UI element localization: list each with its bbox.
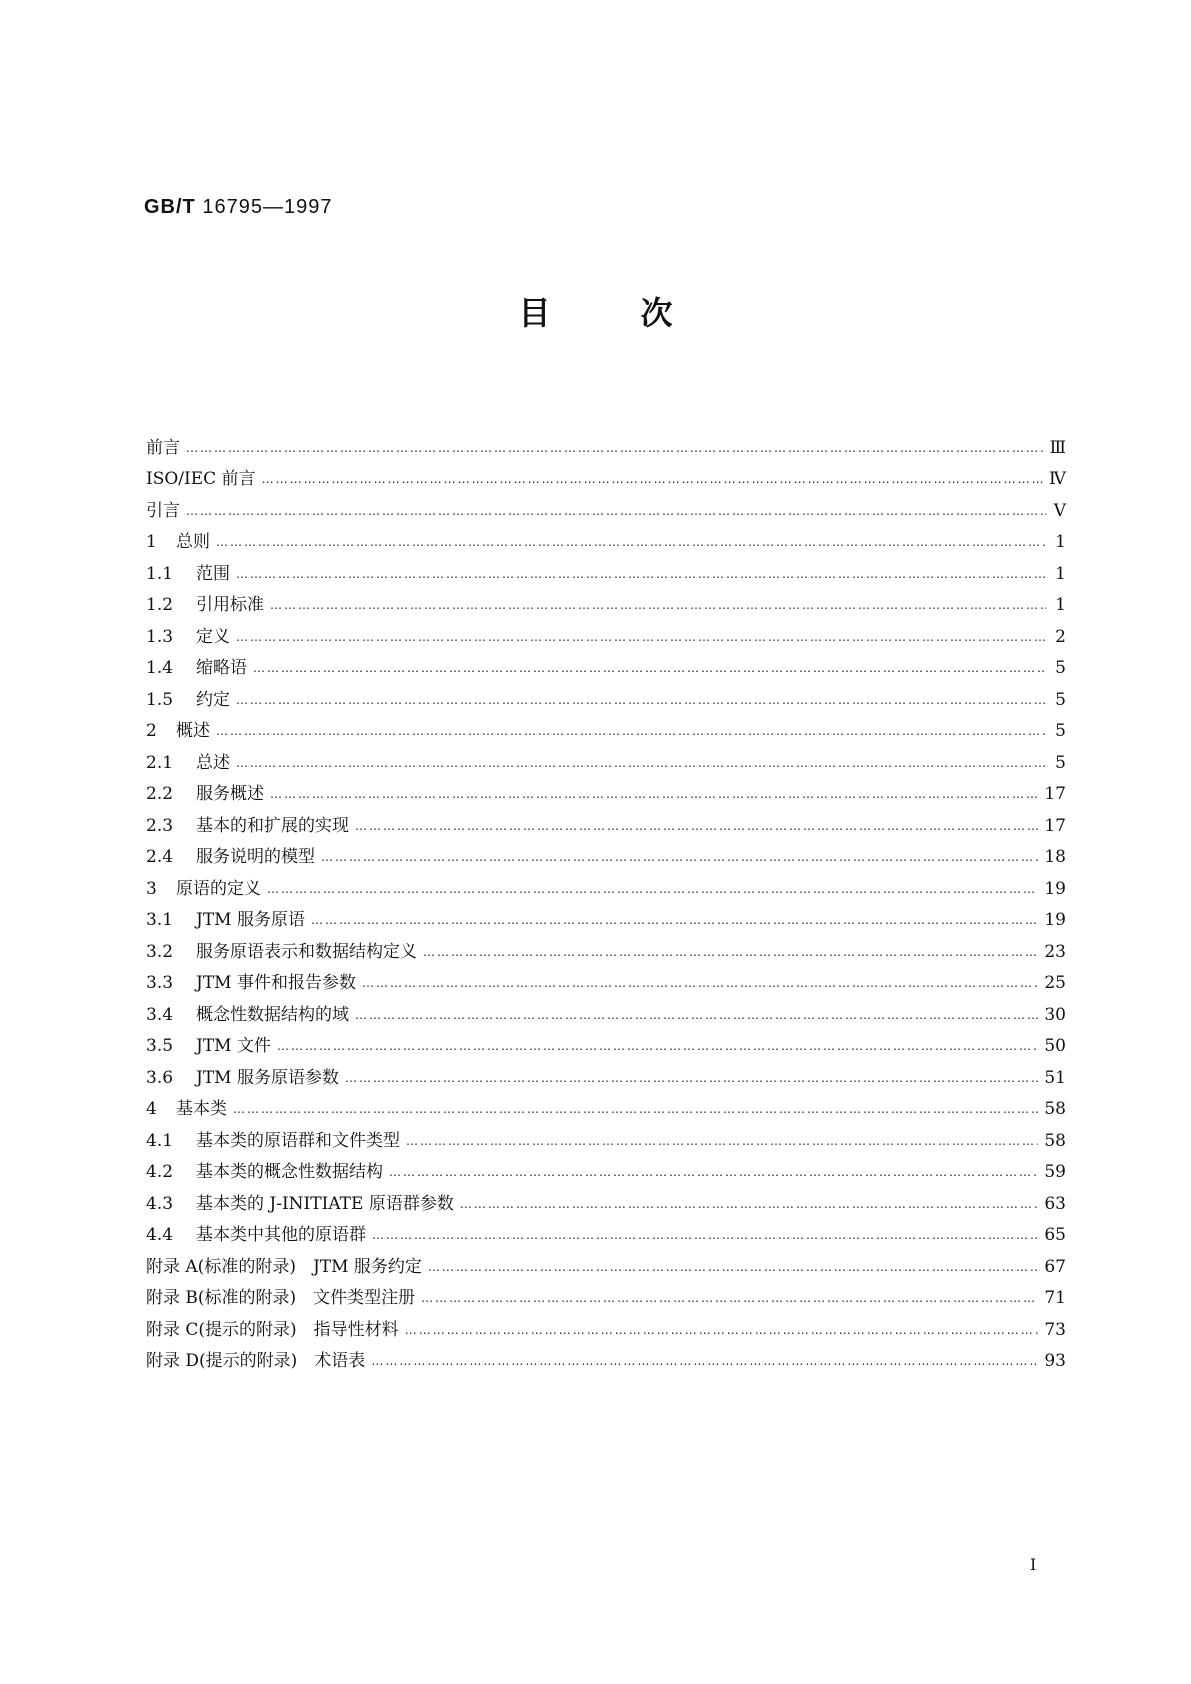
toc-entry[interactable] [146,999,1066,1031]
toc-entry[interactable] [146,1346,1066,1378]
toc-entry-number: 1.1 [146,563,174,584]
toc-entry-label: 基本类的原语群和文件类型 [196,1130,400,1151]
toc-entry-label: 引言 [146,500,180,521]
toc-entry-number: 1.2 [146,595,174,616]
toc-leader-dots [270,784,1038,804]
toc-entry-page: 5 [1055,752,1066,773]
toc-leader-dots [216,721,1046,741]
toc-entry[interactable] [146,495,1066,527]
toc-entry-page: 58 [1044,1099,1066,1120]
toc-entry[interactable] [146,716,1066,748]
toc-entry[interactable] [146,1094,1066,1126]
toc-entry-number: 1.5 [146,689,174,710]
toc-leader-dots [236,690,1046,710]
toc-entry-page: 93 [1044,1351,1066,1372]
toc-entry-number: 1.3 [146,626,174,647]
toc-entry-page: 30 [1044,1004,1066,1025]
toc-leader-dots [321,847,1038,867]
toc-entry[interactable] [146,653,1066,685]
toc-leader-dots [355,816,1038,836]
toc-leader-dots [236,753,1046,773]
toc-entry-label: ISO/IEC 前言 [146,469,256,490]
page-title [0,288,1191,334]
toc-leader-dots [371,1351,1038,1371]
toc-entry-label: 概述 [176,721,210,742]
toc-leader-dots [372,1225,1038,1245]
table-of-contents [146,432,1066,1377]
toc-entry-number: 4 [146,1099,157,1120]
toc-entry[interactable] [146,1220,1066,1252]
standard-number: 16795—1997 [202,196,333,218]
toc-entry-page: 23 [1044,941,1066,962]
toc-entry-label: 范围 [196,563,230,584]
toc-leader-dots [460,1194,1039,1214]
toc-entry-label: 附录 C(提示的附录) 指导性材料 [146,1319,399,1340]
toc-entry-page: Ⅳ [1049,469,1066,490]
toc-entry-number: 1.4 [146,658,174,679]
toc-entry[interactable] [146,558,1066,590]
toc-entry-page: 17 [1044,784,1066,805]
toc-entry-label: 约定 [196,689,230,710]
toc-entry-label: 服务原语表示和数据结构定义 [196,941,417,962]
toc-entry-page: 5 [1055,658,1066,679]
toc-entry-page: 1 [1055,532,1066,553]
title-char-2: 次 [640,294,673,332]
toc-entry-number: 3 [146,878,157,899]
toc-entry[interactable] [146,1251,1066,1283]
toc-entry[interactable] [146,1314,1066,1346]
toc-leader-dots [267,879,1038,899]
standard-prefix: GB/T [144,196,196,218]
toc-entry-label: JTM 服务原语 [196,910,305,931]
toc-entry-number: 2.2 [146,784,174,805]
toc-leader-dots [277,1036,1038,1056]
toc-entry-label: 附录 A(标准的附录) JTM 服务约定 [146,1256,422,1277]
toc-entry-page: 63 [1044,1193,1066,1214]
toc-leader-dots [233,1099,1038,1119]
toc-entry-page: 25 [1044,973,1066,994]
toc-entry-label: 缩略语 [196,658,247,679]
toc-entry-label: JTM 文件 [196,1036,271,1057]
toc-leader-dots [423,942,1038,962]
toc-entry-number: 1 [146,532,157,553]
toc-entry[interactable] [146,590,1066,622]
toc-entry-label: 前言 [146,437,180,458]
toc-entry[interactable] [146,1031,1066,1063]
toc-entry[interactable] [146,1283,1066,1315]
toc-entry-number: 3.2 [146,941,174,962]
toc-entry-number: 3.5 [146,1036,174,1057]
toc-entry-label: 基本类中其他的原语群 [196,1225,366,1246]
toc-entry-page: 17 [1044,815,1066,836]
toc-entry-page: 71 [1044,1288,1066,1309]
toc-entry-page: 65 [1044,1225,1066,1246]
toc-entry-label: 基本的和扩展的实现 [196,815,349,836]
toc-entry-label: 总则 [176,532,210,553]
toc-leader-dots [389,1162,1038,1182]
toc-entry-label: 附录 B(标准的附录) 文件类型注册 [146,1288,416,1309]
toc-entry-label: 基本类的概念性数据结构 [196,1162,383,1183]
toc-entry[interactable] [146,810,1066,842]
toc-entry-number: 4.3 [146,1193,174,1214]
toc-entry-label: 基本类 [176,1099,227,1120]
toc-entry[interactable] [146,968,1066,1000]
toc-entry[interactable] [146,936,1066,968]
toc-entry-page: 73 [1044,1319,1066,1340]
toc-entry-page: Ⅴ [1053,500,1066,521]
toc-entry[interactable] [146,779,1066,811]
toc-entry[interactable] [146,842,1066,874]
toc-entry-number: 2 [146,721,157,742]
toc-entry[interactable] [146,684,1066,716]
document-code [144,196,332,219]
toc-leader-dots [236,627,1046,647]
toc-entry-number: 2.4 [146,847,174,868]
toc-entry-page: 18 [1044,847,1066,868]
toc-entry-page: 1 [1055,563,1066,584]
toc-entry[interactable] [146,621,1066,653]
toc-leader-dots [355,1005,1038,1025]
toc-entry-number: 2.3 [146,815,174,836]
toc-leader-dots [421,1288,1038,1308]
toc-leader-dots [186,501,1046,521]
toc-entry-label: JTM 服务原语参数 [196,1067,339,1088]
toc-entry-page: 5 [1055,721,1066,742]
toc-leader-dots [428,1257,1038,1277]
toc-entry[interactable] [146,905,1066,937]
toc-entry-label: 定义 [196,626,230,647]
toc-entry-page: 1 [1055,595,1066,616]
toc-entry-page: 19 [1044,910,1066,931]
toc-entry[interactable] [146,747,1066,779]
toc-entry[interactable] [146,873,1066,905]
page-number: I [1030,1555,1037,1574]
toc-entry-label: 引用标准 [196,595,264,616]
toc-entry[interactable] [146,1125,1066,1157]
toc-entry-number: 4.1 [146,1130,174,1151]
toc-leader-dots [405,1320,1039,1340]
toc-entry-page: 2 [1055,626,1066,647]
toc-entry-label: 概念性数据结构的域 [196,1004,349,1025]
toc-entry-number: 4.4 [146,1225,174,1246]
toc-entry[interactable] [146,1188,1066,1220]
toc-entry-page: 19 [1044,878,1066,899]
toc-entry-number: 3.4 [146,1004,174,1025]
toc-leader-dots [362,973,1038,993]
toc-entry-label: 服务说明的模型 [196,847,315,868]
toc-entry-page: 50 [1044,1036,1066,1057]
toc-entry[interactable] [146,1062,1066,1094]
toc-entry-number: 2.1 [146,752,174,773]
toc-entry[interactable] [146,432,1066,464]
toc-entry-number: 3.6 [146,1067,174,1088]
toc-entry-label: 服务概述 [196,784,264,805]
toc-entry-page: 5 [1055,689,1066,710]
toc-leader-dots [216,532,1046,552]
toc-entry[interactable] [146,1157,1066,1189]
toc-entry-page: 67 [1044,1256,1066,1277]
toc-entry-page: 58 [1044,1130,1066,1151]
toc-entry-number: 3.1 [146,910,174,931]
toc-leader-dots [270,595,1046,615]
toc-leader-dots [262,469,1043,489]
toc-leader-dots [311,910,1038,930]
toc-entry[interactable] [146,464,1066,496]
toc-leader-dots [406,1131,1038,1151]
title-char-1: 目 [518,294,551,332]
toc-entry-number: 4.2 [146,1162,174,1183]
toc-entry-label: JTM 事件和报告参数 [196,973,356,994]
toc-entry-page: Ⅲ [1049,437,1066,458]
toc-entry-number: 3.3 [146,973,174,994]
toc-entry-label: 附录 D(提示的附录) 术语表 [146,1351,366,1372]
toc-leader-dots [345,1068,1038,1088]
toc-entry[interactable] [146,527,1066,559]
toc-leader-dots [186,438,1044,458]
toc-entry-label: 总述 [196,752,230,773]
toc-entry-page: 51 [1044,1067,1066,1088]
toc-entry-page: 59 [1044,1162,1066,1183]
toc-leader-dots [253,658,1046,678]
toc-entry-label: 基本类的 J-INITIATE 原语群参数 [196,1193,454,1214]
toc-entry-label: 原语的定义 [176,878,261,899]
toc-leader-dots [236,564,1046,584]
